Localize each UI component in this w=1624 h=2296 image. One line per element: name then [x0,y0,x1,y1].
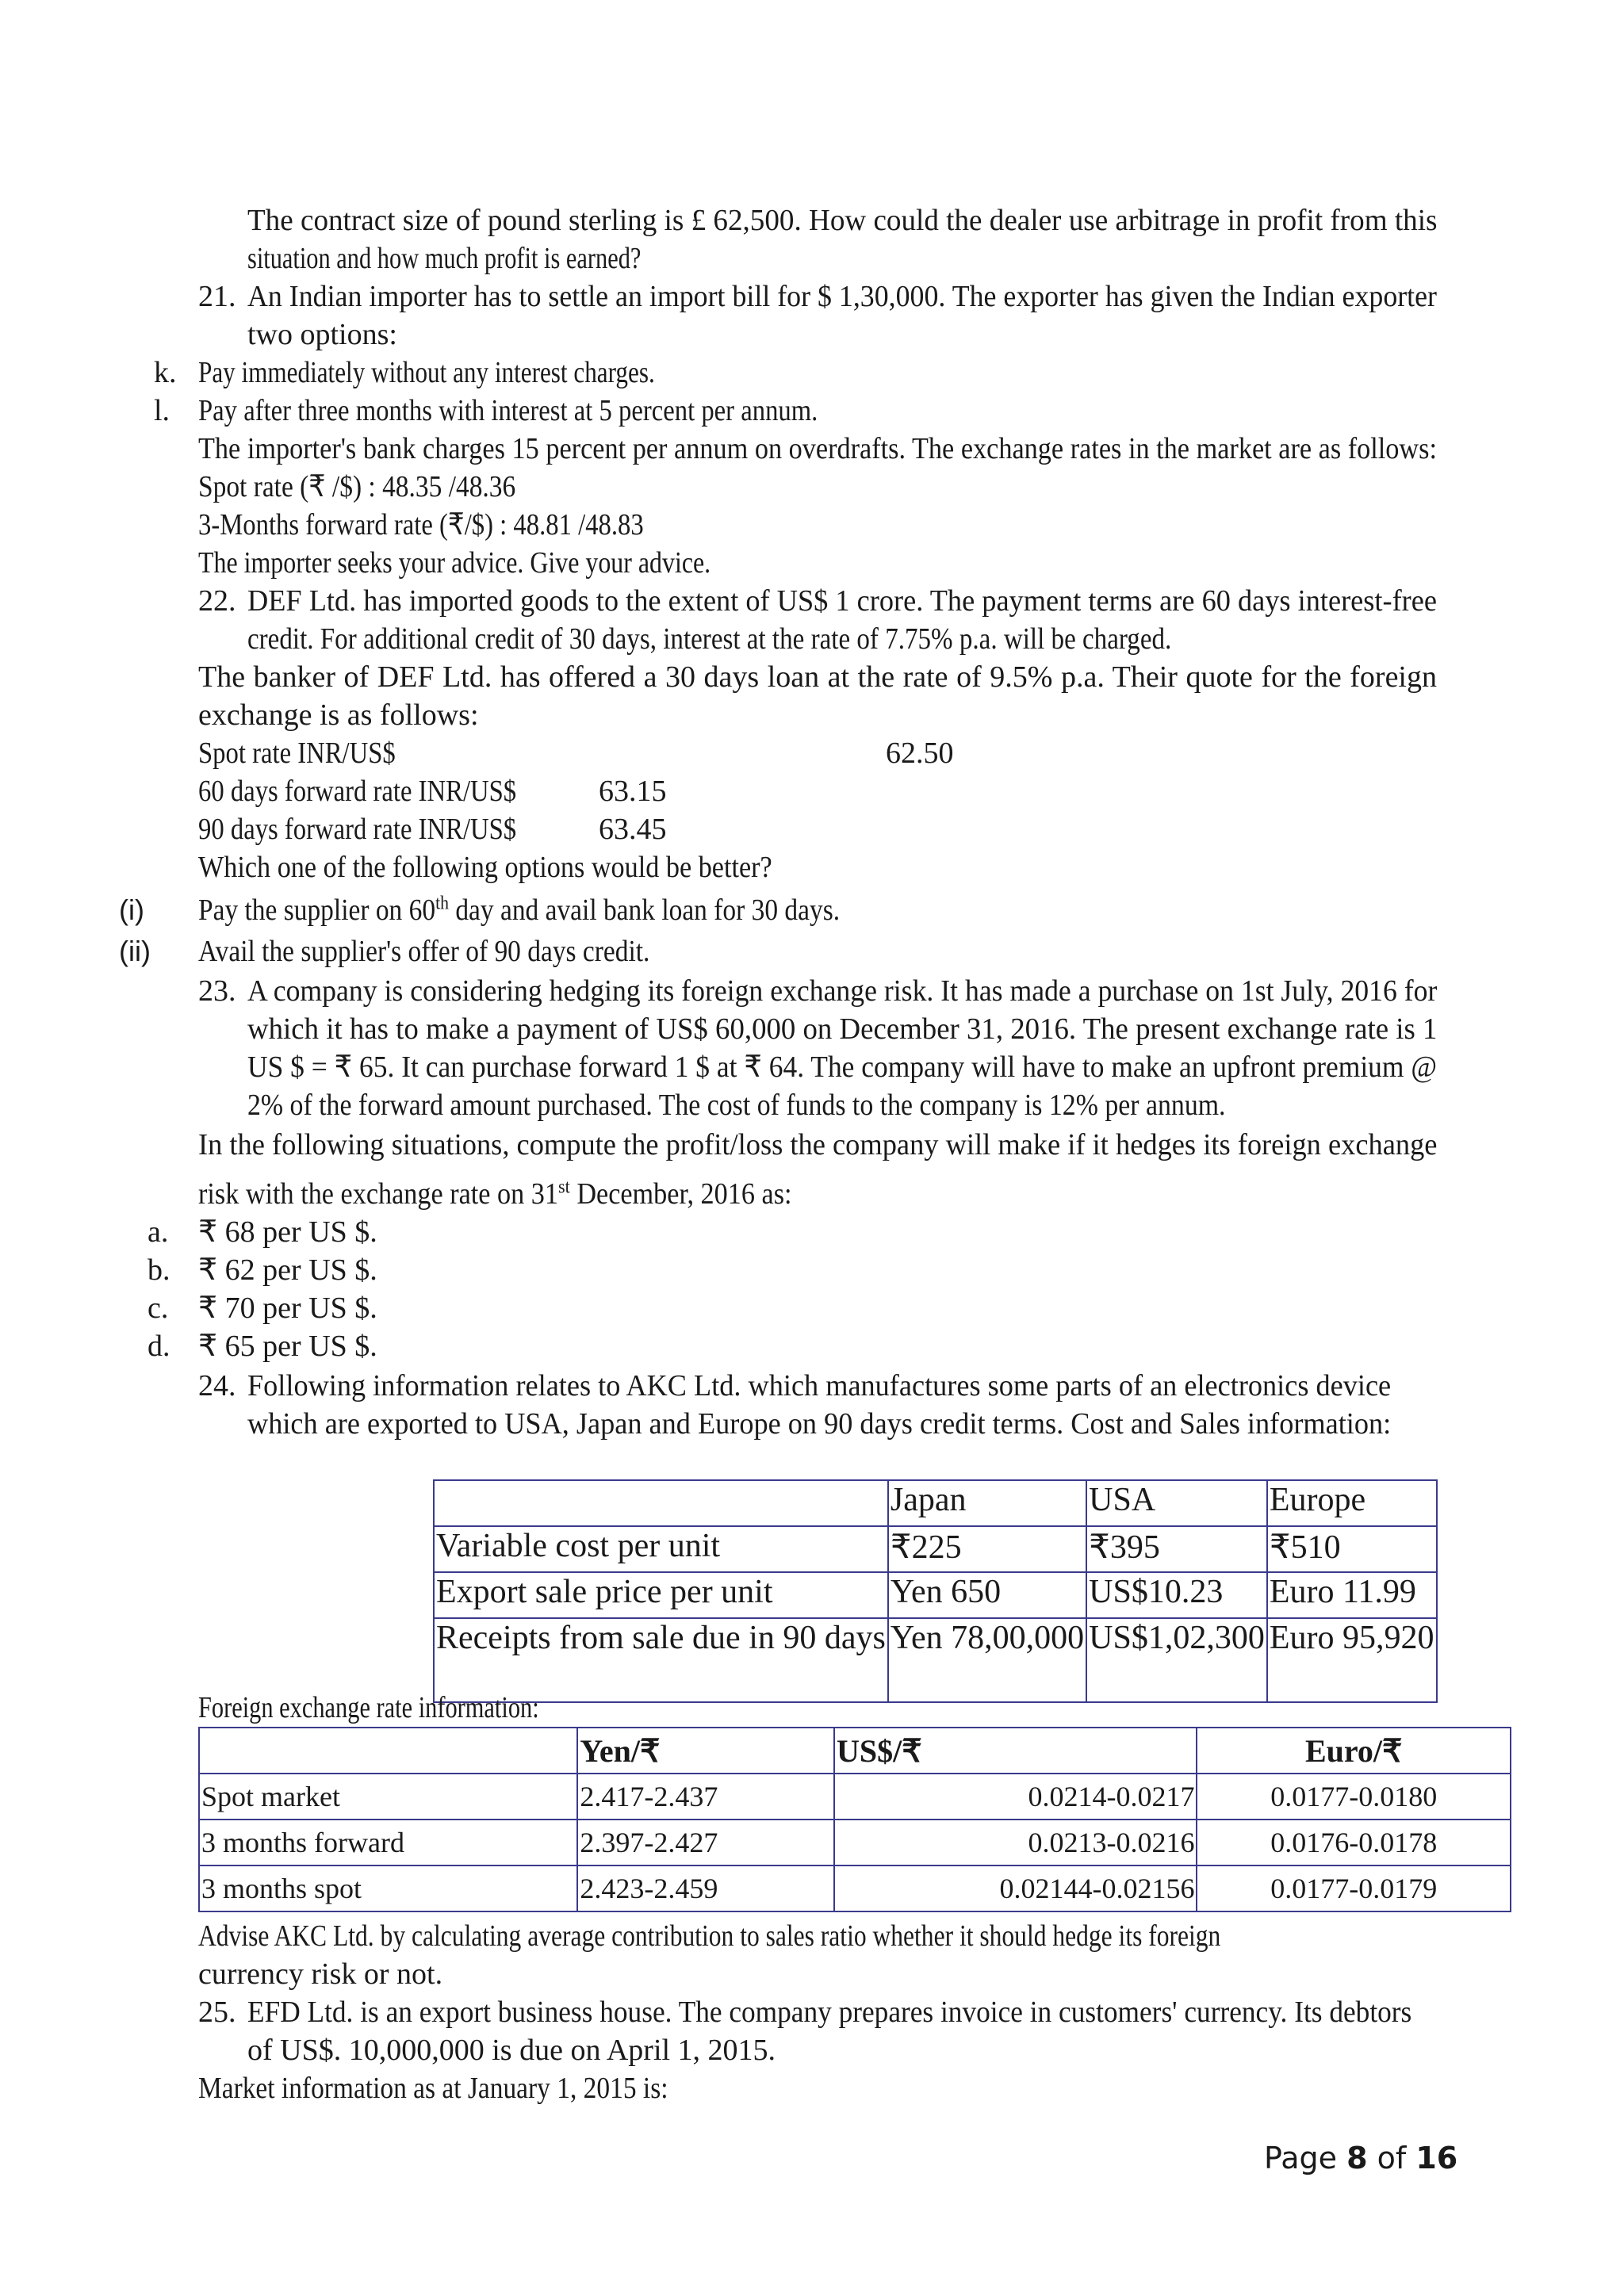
option-text: ₹ 62 per US $. [198,1253,377,1287]
question-number: 21. [198,280,236,313]
option-text: Pay after three months with interest at 5 percent per annum. [198,394,818,427]
option-marker: l. [154,394,170,427]
question-number: 24. [198,1369,236,1402]
table-header-yen: Yen/₹ [577,1728,834,1774]
question-text: An Indian importer has to settle an import bill for $ 1,30,000. The exporter has given the Indian exporter [247,280,1437,313]
option-marker: (ii) [119,935,151,967]
advise-line: currency risk or not. [198,1957,443,1991]
question-text: credit. For additional credit of 30 days, interest at the rate of 7.75% p.a. will be charged. [247,622,1172,656]
option-text: Pay immediately without any interest charges. [198,356,655,389]
table-header-japan: Japan [888,1480,1086,1526]
table-cell: ₹510 [1267,1526,1437,1572]
question-text: Following information relates to AKC Ltd. which manufactures some parts of an electronics device [247,1369,1392,1402]
table-cell: Variable cost per unit [434,1526,888,1572]
fx-rate-table [198,1727,1511,1912]
option-marker: d. [147,1330,170,1363]
question-text: of US$. 10,000,000 is due on April 1, 2015. [247,2034,776,2067]
table-row [434,1526,1437,1572]
table-row [434,1572,1437,1618]
table-cell: Spot market [199,1774,577,1820]
option-marker: k. [154,356,177,389]
table-cell: 3 months forward [199,1820,577,1866]
table-cell: Export sale price per unit [434,1572,888,1618]
table-header-row [434,1480,1437,1526]
table-cell: 2.423-2.459 [577,1866,834,1911]
option-text: Pay the supplier on 60th day and avail bank loan for 30 days. [198,892,841,927]
advice-line: The importer seeks your advice. Give your advice. [198,546,711,580]
table-header-euro: Euro/₹ [1197,1728,1511,1774]
question-text: Market information as at January 1, 2015 is: [198,2072,668,2105]
option-text: ₹ 68 per US $. [198,1215,377,1249]
option-text: Avail the supplier's offer of 90 days credit. [198,935,650,968]
cost-sales-table [433,1479,1438,1703]
question-text: 2% of the forward amount purchased. The cost of funds to the company is 12% per annum. [247,1089,1226,1122]
table-cell: Receipts from sale due in 90 days [434,1618,888,1702]
question-text: risk with the exchange rate on 31st December, 2016 as: [198,1176,792,1211]
table-row [199,1774,1511,1820]
table-cell: 0.0177-0.0179 [1197,1866,1511,1911]
rate-label: 90 days forward rate INR/US$ [198,813,517,846]
question-number: 22. [198,584,236,618]
rate-value: 63.45 [599,813,667,846]
spot-rate: Spot rate (₹ /$) : 48.35 /48.36 [198,470,516,503]
table-cell: ₹225 [888,1526,1086,1572]
option-marker: c. [147,1292,169,1325]
option-marker: (i) [119,894,144,926]
table-header-europe: Europe [1267,1480,1437,1526]
rate-value: 63.15 [599,775,667,808]
table-cell [199,1728,577,1774]
option-text: ₹ 70 per US $. [198,1292,377,1325]
rate-label: 60 days forward rate INR/US$ [198,775,517,808]
rate-value: 62.50 [886,737,954,770]
question-text: In the following situations, compute the profit/loss the company will make if it hedges its foreign exchange [198,1128,1438,1161]
table-cell: 0.0213-0.0216 [834,1820,1197,1866]
question-text: EFD Ltd. is an export business house. The company prepares invoice in customers' currency. Its debtors [247,1996,1412,2029]
page-number: Page 8 of 16 [1264,2141,1458,2175]
option-marker: a. [147,1215,169,1249]
advise-line: Advise AKC Ltd. by calculating average contribution to sales ratio whether it should hedge its foreign [198,1919,1221,1953]
question-text: exchange is as follows: [198,698,479,732]
table-cell: 2.397-2.427 [577,1820,834,1866]
intro-line: situation and how much profit is earned? [247,242,642,275]
question-number: 23. [198,974,236,1008]
table-row [199,1820,1511,1866]
question-number: 25. [198,1996,236,2029]
table-cell: 0.0214-0.0217 [834,1774,1197,1820]
bank-note: The importer's bank charges 15 percent per annum on overdrafts. The exchange rates in the market are as follows: [198,432,1437,465]
table-cell: ₹395 [1086,1526,1267,1572]
question-text: two options: [247,318,397,351]
table-cell: Euro 95,920 [1267,1618,1437,1702]
table-cell [434,1480,888,1526]
rate-label: Spot rate INR/US$ [198,737,396,770]
table-cell: 0.02144-0.02156 [834,1866,1197,1911]
forward-rate: 3-Months forward rate (₹/$) : 48.81 /48.83 [198,508,644,541]
table-cell: Yen 650 [888,1572,1086,1618]
table-cell: 3 months spot [199,1866,577,1911]
table-header-usd: US$/₹ [834,1728,1197,1774]
table-header-row [199,1728,1511,1774]
table-row [434,1618,1437,1702]
table-cell: 2.417-2.437 [577,1774,834,1820]
table-cell: US$10.23 [1086,1572,1267,1618]
option-text: ₹ 65 per US $. [198,1330,377,1363]
intro-line: The contract size of pound sterling is £ 62,500. How could the dealer use arbitrage in profit from this [247,204,1438,237]
fx-caption: Foreign exchange rate information: [198,1691,539,1724]
table-header-usa: USA [1086,1480,1267,1526]
question-text: which it has to make a payment of US$ 60,000 on December 31, 2016. The present exchange rate is 1 [247,1012,1438,1046]
question-text: US $ = ₹ 65. It can purchase forward 1 $ at ₹ 64. The company will have to make an upfront premium @ [247,1050,1437,1084]
question-text: The banker of DEF Ltd. has offered a 30 days loan at the rate of 9.5% p.a. Their quote for the foreign [198,660,1437,694]
table-cell: Yen 78,00,000 [888,1618,1086,1702]
question-text: which are exported to USA, Japan and Europe on 90 days credit terms. Cost and Sales information: [247,1407,1392,1441]
question-text: A company is considering hedging its foreign exchange risk. It has made a purchase on 1st July, 2016 for [247,974,1438,1008]
table-row [199,1866,1511,1911]
option-marker: b. [147,1253,170,1287]
table-cell: 0.0176-0.0178 [1197,1820,1511,1866]
table-cell: 0.0177-0.0180 [1197,1774,1511,1820]
table-cell: Euro 11.99 [1267,1572,1437,1618]
question-text: DEF Ltd. has imported goods to the extent of US$ 1 crore. The payment terms are 60 days interest-free [247,584,1437,618]
question-text: Which one of the following options would be better? [198,851,772,884]
table-cell: US$1,02,300 [1086,1618,1267,1702]
